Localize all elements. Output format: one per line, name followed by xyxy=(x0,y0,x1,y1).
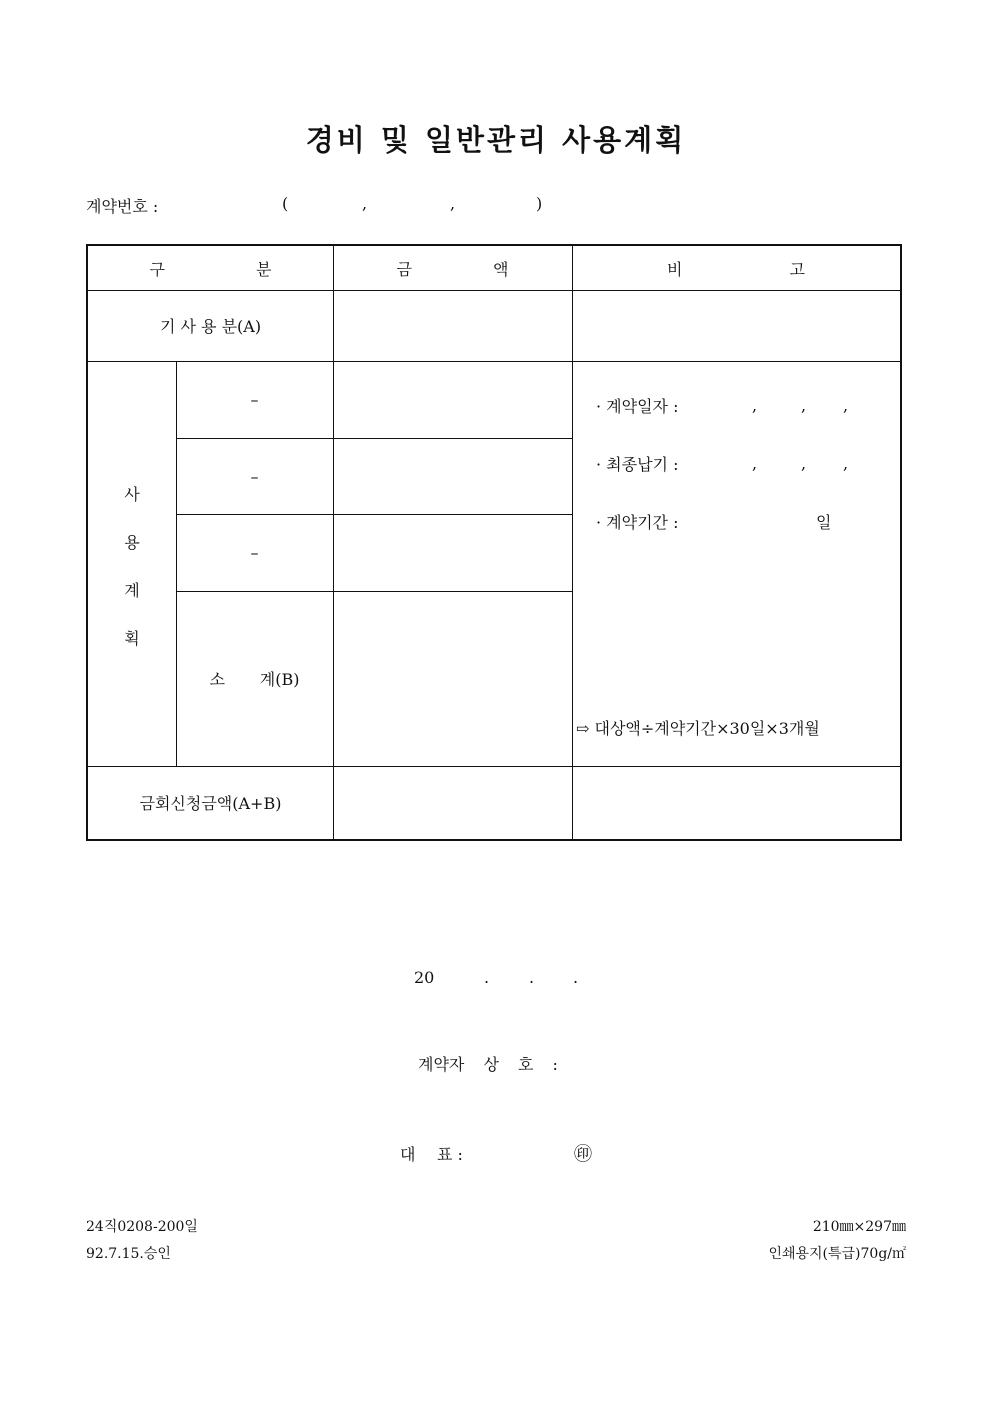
representative-label-a: 대 xyxy=(400,1145,416,1164)
usage-plan-char-1: 사 xyxy=(124,485,140,504)
plan-item-3: – xyxy=(250,543,259,562)
contract-number-paren-close: ) xyxy=(536,194,543,213)
formula-note: ⇨ 대상액÷계약기간×30일×3개월 xyxy=(576,719,820,738)
date-sep-3: . xyxy=(573,968,579,987)
form-code: 24직0208-200일 xyxy=(86,1219,198,1235)
plan-item-1: – xyxy=(250,390,259,409)
row-a-label: 기 사 용 분(A) xyxy=(159,317,262,336)
date-sep-1: . xyxy=(484,968,490,987)
usage-plan-char-2: 용 xyxy=(124,533,140,552)
header-remarks: 비 고 xyxy=(667,259,805,279)
contract-date-label: · 계약일자 : xyxy=(596,397,679,416)
contract-number-sep-2: , xyxy=(450,194,456,213)
contract-number-label: 계약번호 : xyxy=(86,197,159,216)
final-delivery-sep-1: , xyxy=(752,454,758,473)
col-divider-2 xyxy=(572,246,573,839)
contract-date-sep-2: , xyxy=(801,396,807,415)
final-delivery-sep-2: , xyxy=(801,454,807,473)
contractor-label: 계약자 상 호 : xyxy=(418,1055,558,1074)
usage-plan-char-3: 계 xyxy=(124,581,140,600)
date-sep-2: . xyxy=(529,968,535,987)
header-category: 구 분 xyxy=(149,259,272,279)
paper-size: 210㎜×297㎜ xyxy=(812,1219,906,1235)
approval-date: 92.7.15.승인 xyxy=(86,1246,171,1262)
contract-number-sep-1: , xyxy=(362,194,368,213)
contract-number-paren-open: ( xyxy=(282,194,289,213)
header-amount: 금 액 xyxy=(396,259,509,279)
subtotal-label: 소 계(B) xyxy=(209,670,300,689)
paper-spec: 인쇄용지(특급)70g/㎡ xyxy=(768,1246,906,1262)
contract-period-unit: 일 xyxy=(816,513,832,532)
col-divider-1 xyxy=(333,246,334,839)
plan-item-2: – xyxy=(250,466,259,486)
final-delivery-sep-3: , xyxy=(843,454,849,473)
contract-period-label: · 계약기간 : xyxy=(596,513,679,532)
page-title: 경비 및 일반관리 사용계획 xyxy=(305,123,687,157)
contract-date-sep-1: , xyxy=(752,396,758,415)
date-year: 20 xyxy=(414,968,435,987)
contract-date-sep-3: , xyxy=(843,396,849,415)
representative-label-b: 표 : xyxy=(437,1145,463,1164)
usage-plan-char-4: 획 xyxy=(124,629,140,648)
final-delivery-label: · 최종납기 : xyxy=(596,455,679,474)
total-request-label: 금회신청금액(A+B) xyxy=(139,794,282,813)
seal-icon: ㊞ xyxy=(574,1144,592,1165)
usage-plan-table xyxy=(86,244,902,841)
